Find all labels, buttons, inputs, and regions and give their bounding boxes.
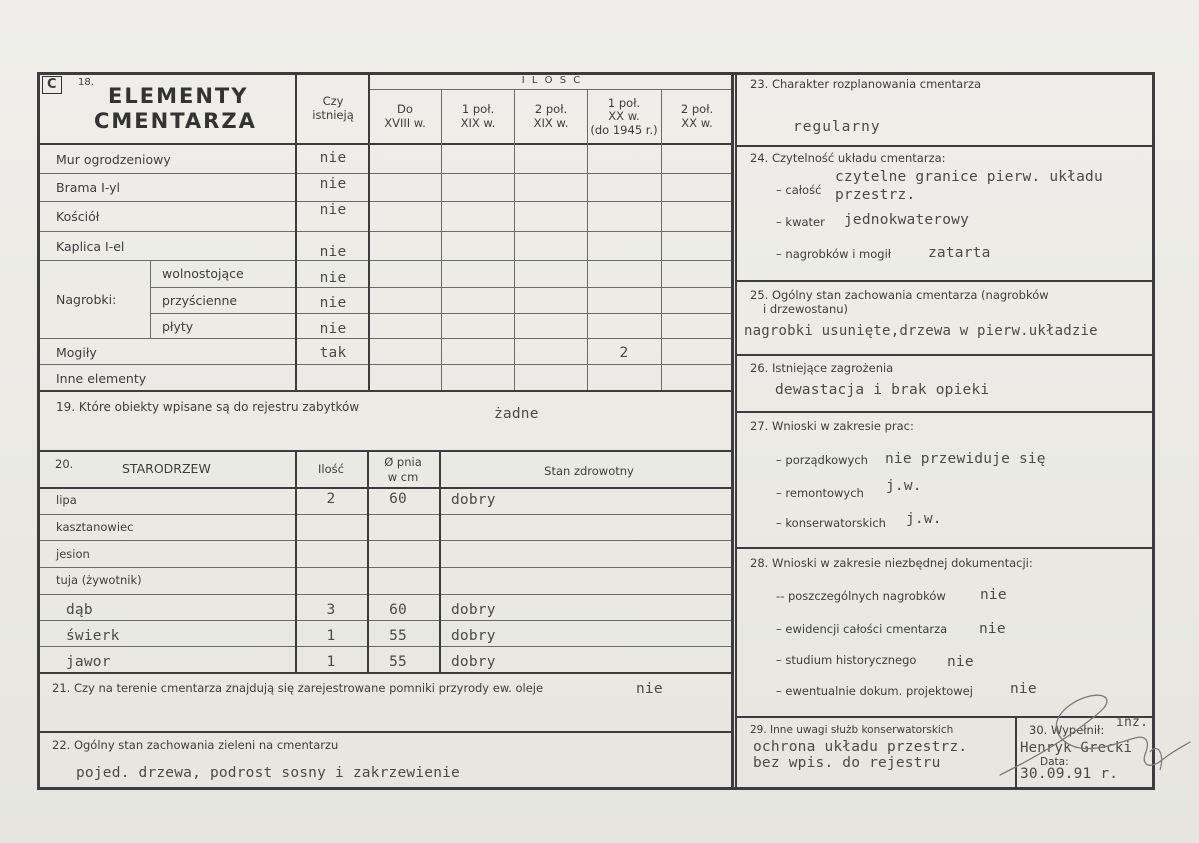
tree-qty: 1 (326, 654, 336, 670)
sec22-value: pojed. drzewa, podrost sosny i zakrzewienie (76, 765, 460, 781)
tree-stan: dobry (451, 654, 496, 670)
row-label: przyścienne (162, 293, 238, 308)
sec23-value: regularny (793, 119, 881, 135)
section-title-line2: CMENTARZA (94, 109, 257, 133)
col-czy-line2: istnieją (312, 108, 354, 122)
row-label: Mogiły (56, 345, 97, 360)
sec28-item-label: -- poszczególnych nagrobków (776, 589, 946, 603)
sec26-value: dewastacja i brak opieki (775, 382, 990, 398)
sec18-number: 18. (78, 77, 94, 88)
col-czy-line1: Czy (322, 94, 344, 108)
row-label: wolnostojące (162, 266, 244, 281)
sec24-kwater-label: – kwater (776, 215, 825, 229)
col-period-1-l1: Do (397, 102, 413, 116)
col-period-5-l2: XX w. (681, 116, 713, 130)
col-period-4-l3: (do 1945 r.) (590, 123, 658, 137)
sec24-kwater-value: jednokwaterowy (844, 212, 970, 228)
sec27-rem-label: – remontowych (776, 486, 864, 500)
sec28-item-value: nie (979, 621, 1006, 637)
tree-qty: 2 (326, 491, 336, 507)
sec27-label: 27. Wnioski w zakresie prac: (750, 419, 914, 433)
col-stan: Stan zdrowotny (544, 464, 634, 478)
starodrzew-title: STARODRZEW (122, 461, 211, 476)
row-czy-value: nie (319, 150, 347, 166)
col-pnia-line1: Ø pnia (384, 455, 422, 469)
row-czy-value: nie (319, 176, 347, 192)
sec25-label-line2: i drzewostanu) (763, 302, 849, 316)
col-period-5-l1: 2 poł. (680, 102, 714, 116)
tree-stan: dobry (451, 628, 496, 644)
nagrobki-label: Nagrobki: (56, 292, 117, 307)
sec24-calosc-value2: przestrz. (835, 187, 916, 203)
sec27-porz-value: nie przewiduje się (885, 451, 1046, 467)
sec22-label: 22. Ogólny stan zachowania zieleni na cmentarzu (52, 738, 339, 752)
ilosc-header: I L O Ś Ć (521, 75, 583, 86)
col-period-3-l1: 2 poł. (534, 102, 568, 116)
sec29-label: 29. Inne uwagi służb konserwatorskich (750, 724, 954, 736)
col-ilosc: Ilość (318, 462, 344, 476)
row-czy-value: nie (319, 202, 347, 218)
row-czy-value: nie (319, 321, 347, 337)
row-czy-value: nie (319, 270, 347, 286)
col-pnia-line2: w cm (387, 470, 419, 484)
sec28-item-value: nie (947, 654, 974, 670)
corner-letter: C (47, 77, 57, 92)
sec19-value: żadne (494, 406, 539, 422)
sec29-value2: bez wpis. do rejestru (753, 755, 941, 771)
tree-diam: 55 (389, 654, 407, 670)
tree-qty: 3 (326, 602, 336, 618)
tree-diam: 60 (389, 491, 407, 507)
sec30-label: 30. Wypełnił: (1029, 723, 1105, 737)
sec19-label: 19. Które obiekty wpisane są do rejestru zabytków (56, 400, 360, 414)
sec26-label: 26. Istniejące zagrożenia (750, 361, 894, 375)
sec20-number: 20. (55, 457, 74, 471)
sec24-nagrobkow-label: – nagrobków i mogił (776, 247, 892, 261)
sec23-label: 23. Charakter rozplanowania cmentarza (750, 77, 982, 91)
tree-name: jesion (56, 547, 90, 561)
sec27-kons-value: j.w. (906, 511, 942, 527)
sec28-label: 28. Wnioski w zakresie niezbędnej dokumentacji: (750, 556, 1033, 570)
sec27-kons-label: – konserwatorskich (776, 516, 886, 530)
tree-name-typed: jawor (66, 654, 111, 670)
row-label: Mur ogrodzeniowy (56, 152, 171, 167)
sec24-nagrobkow-value: zatarta (928, 245, 991, 261)
row-czy-value: nie (319, 295, 347, 311)
col-period-4-l2: XX w. (608, 109, 640, 123)
col-period-1-l2: XVIII w. (384, 116, 426, 130)
col-period-3-l2: XIX w. (533, 116, 569, 130)
tree-stan: dobry (451, 602, 496, 618)
sec29-value1: ochrona układu przestrz. (753, 739, 968, 755)
row-label: Brama I-yl (56, 180, 121, 195)
sec28-item-label: – studium historycznego (776, 653, 917, 667)
col-period-4-l1: 1 poł. (607, 96, 641, 110)
sec25-value: nagrobki usunięte,drzewa w pierw.układzie (744, 323, 1098, 339)
sec28-item-value: nie (980, 587, 1007, 603)
sec30-name: Henryk Grecki (1020, 740, 1133, 756)
sec28-item-value: nie (1010, 681, 1037, 697)
sec28-item-label: – ewidencji całości cmentarza (776, 622, 948, 636)
sec21-value: nie (636, 681, 663, 697)
tree-diam: 60 (389, 602, 407, 618)
sec25-label-line1: 25. Ogólny stan zachowania cmentarza (nagrobków (750, 288, 1049, 302)
tree-stan: dobry (451, 492, 496, 508)
row-period4-value: 2 (619, 345, 629, 361)
tree-name: lipa (56, 493, 77, 507)
row-label: płyty (162, 319, 194, 334)
row-label: Kaplica I-el (56, 239, 125, 254)
tree-qty: 1 (326, 628, 336, 644)
row-czy-value: nie (319, 244, 347, 260)
row-label: Kościół (56, 209, 100, 224)
sec30-date: 30.09.91 r. (1020, 766, 1119, 782)
col-period-2-l2: XIX w. (460, 116, 496, 130)
sec30-title: inż. (1116, 715, 1149, 730)
sec30-date-label: Data: (1040, 756, 1069, 768)
tree-name-typed: świerk (66, 628, 120, 644)
tree-name: tuja (żywotnik) (56, 573, 142, 587)
tree-name-typed: dąb (66, 602, 93, 618)
col-period-2-l1: 1 poł. (461, 102, 495, 116)
sec28-item-label: – ewentualnie dokum. projektowej (776, 684, 973, 698)
sec24-calosc-value1: czytelne granice pierw. układu (835, 169, 1103, 185)
sec27-porz-label: – porządkowych (776, 453, 868, 467)
row-czy-value: tak (319, 345, 347, 361)
row-label: Inne elementy (56, 371, 147, 386)
tree-name: kasztanowiec (56, 520, 134, 534)
tree-diam: 55 (389, 628, 407, 644)
sec27-rem-value: j.w. (886, 478, 922, 494)
sec24-label: 24. Czytelność układu cmentarza: (750, 151, 946, 165)
sec24-calosc-label: – całość (776, 183, 822, 197)
section-title-line1: ELEMENTY (108, 84, 249, 108)
sec21-label: 21. Czy na terenie cmentarza znajdują się zarejestrowane pomniki przyrody ew. oleje (52, 681, 544, 695)
